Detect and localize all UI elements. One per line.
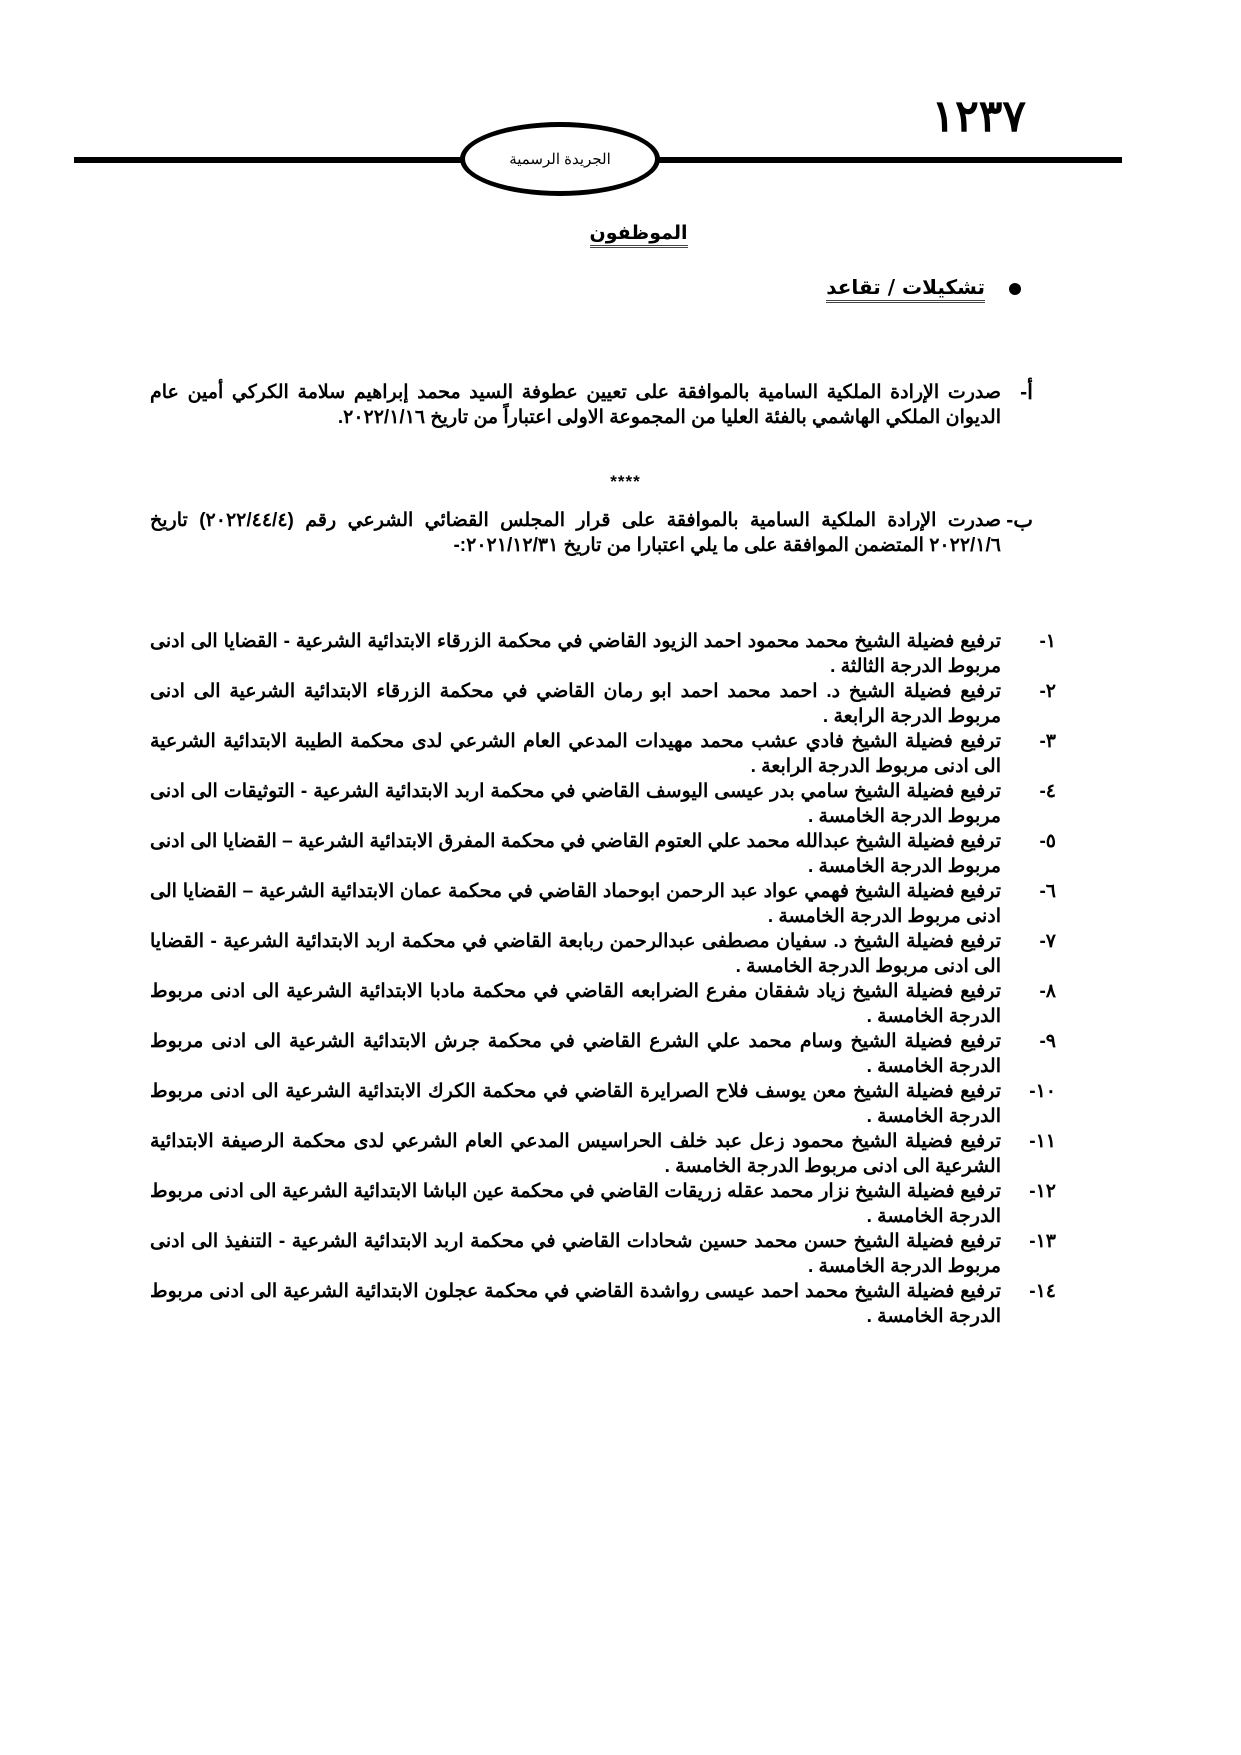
promotion-list xyxy=(150,629,1056,1329)
bullet-icon xyxy=(1009,283,1021,295)
paragraph-b xyxy=(150,508,1033,558)
item-text: ترفيع فضيلة الشيخ زياد شفقان مفرع الضرابعه القاضي في محكمة مادبا الابتدائية الشرعية الى ادنى مربوط الدرجة الخامسة . xyxy=(150,981,1001,1027)
item-text: ترفيع فضيلة الشيخ وسام محمد علي الشرع القاضي في محكمة جرش الابتدائية الشرعية الى ادنى مربوط الدرجة الخامسة . xyxy=(150,1031,1001,1077)
item-text: ترفيع فضيلة الشيخ معن يوسف فلاح الصرايرة القاضي في محكمة الكرك الابتدائية الشرعية الى ادنى مربوط الدرجة الخامسة . xyxy=(150,1081,1001,1127)
publication-name: الجريدة الرسمية xyxy=(509,151,611,168)
item-number: ٧- xyxy=(1039,931,1056,952)
item-number: ٢- xyxy=(1039,681,1056,702)
list-item xyxy=(150,1279,1056,1329)
item-number: ٤- xyxy=(1039,781,1056,802)
item-text: ترفيع فضيلة الشيخ فهمي عواد عبد الرحمن ابوحماد القاضي في محكمة عمان الابتدائية الشرعية – القضايا الى ادنى مربوط الدرجة الخامسة . xyxy=(150,881,1001,927)
paragraph-marker: ب- xyxy=(1006,509,1033,532)
list-item xyxy=(150,1229,1056,1279)
item-number: ٣- xyxy=(1039,731,1056,752)
page-number: ١٢٣٧ xyxy=(931,91,1026,142)
item-number: ٥- xyxy=(1039,831,1056,852)
subsection-title: تشكيلات / تقاعد xyxy=(826,275,985,303)
item-number: ١١- xyxy=(1029,1131,1056,1152)
item-text: ترفيع فضيلة الشيخ سامي بدر عيسى اليوسف القاضي في محكمة اربد الابتدائية الشرعية - التوثيقات الى ادنى مربوط الدرجة الخامسة . xyxy=(150,781,1001,827)
list-item xyxy=(150,829,1056,879)
list-item xyxy=(150,629,1056,679)
item-text: ترفيع فضيلة الشيخ حسن محمد حسين شحادات القاضي في محكمة اربد الابتدائية الشرعية - التنفيذ الى ادنى مربوط الدرجة الخامسة . xyxy=(150,1231,1001,1277)
list-item xyxy=(150,879,1056,929)
list-item xyxy=(150,1179,1056,1229)
item-text: ترفيع فضيلة الشيخ نزار محمد عقله زريقات القاضي في محكمة عين الباشا الابتدائية الشرعية الى ادنى مربوط الدرجة الخامسة . xyxy=(150,1181,1001,1227)
list-item xyxy=(150,929,1056,979)
section-title-text: الموظفون xyxy=(590,222,688,248)
list-item xyxy=(150,679,1056,729)
item-text: ترفيع فضيلة الشيخ د. احمد محمد احمد ابو رمان القاضي في محكمة الزرقاء الابتدائية الشرعية الى ادنى مربوط الدرجة الرابعة . xyxy=(150,681,1001,727)
list-item xyxy=(150,1079,1056,1129)
section-title xyxy=(0,222,1241,248)
separator: **** xyxy=(610,472,641,491)
list-item xyxy=(150,1029,1056,1079)
paragraph-a xyxy=(150,380,1033,430)
item-number: ١٠- xyxy=(1029,1081,1056,1102)
list-item xyxy=(150,779,1056,829)
list-item xyxy=(150,729,1056,779)
item-text: ترفيع فضيلة الشيخ محمود زعل عبد خلف الحراسيس المدعي العام الشرعي لدى محكمة الرصيفة الابتدائية الشرعية الى ادنى مربوط الدرجة الخامسة . xyxy=(150,1131,1001,1177)
list-item xyxy=(150,979,1056,1029)
subsection-heading xyxy=(826,275,1021,303)
item-number: ٨- xyxy=(1039,981,1056,1002)
item-number: ٦- xyxy=(1039,881,1056,902)
item-text: ترفيع فضيلة الشيخ د. سفيان مصطفى عبدالرحمن ربابعة القاضي في محكمة اربد الابتدائية الشرعية - القضايا الى ادنى مربوط الدرجة الخامسة . xyxy=(150,931,1001,977)
paragraph-marker: أ- xyxy=(1020,381,1033,404)
item-number: ١٢- xyxy=(1029,1181,1056,1202)
item-number: ١٤- xyxy=(1029,1281,1056,1302)
paragraph-text: صدرت الإرادة الملكية السامية بالموافقة على تعيين عطوفة السيد محمد إبراهيم سلامة الكركي أمين عام الديوان الملكي الهاشمي بالفئة العليا من المجموعة الاولى اعتباراً من تاريخ ٢٠٢٢/١/١٦. xyxy=(150,382,1001,428)
item-number: ١- xyxy=(1039,631,1056,652)
item-text: ترفيع فضيلة الشيخ عبدالله محمد علي العتوم القاضي في محكمة المفرق الابتدائية الشرعية – القضايا الى ادنى مربوط الدرجة الخامسة . xyxy=(150,831,1001,877)
item-number: ١٣- xyxy=(1029,1231,1056,1252)
item-number: ٩- xyxy=(1039,1031,1056,1052)
publication-badge xyxy=(460,122,660,196)
item-text: ترفيع فضيلة الشيخ فادي عشب محمد مهيدات المدعي العام الشرعي لدى محكمة الطيبة الابتدائية الشرعية الى ادنى مربوط الدرجة الرابعة . xyxy=(150,731,1001,777)
item-text: ترفيع فضيلة الشيخ محمد احمد عيسى رواشدة القاضي في محكمة عجلون الابتدائية الشرعية الى ادنى مربوط الدرجة الخامسة . xyxy=(150,1281,1001,1327)
paragraph-text: صدرت الإرادة الملكية السامية بالموافقة على قرار المجلس القضائي الشرعي رقم (٢٠٢٢/٤٤/٤) تاريخ ٢٠٢٢/١/٦ المتضمن الموافقة على ما يلي اعتبارا من تاريخ ٢٠٢١/١٢/٣١:- xyxy=(150,510,1001,556)
list-item xyxy=(150,1129,1056,1179)
item-text: ترفيع فضيلة الشيخ محمد محمود احمد الزيود القاضي في محكمة الزرقاء الابتدائية الشرعية - القضايا الى ادنى مربوط الدرجة الثالثة . xyxy=(150,631,1001,677)
